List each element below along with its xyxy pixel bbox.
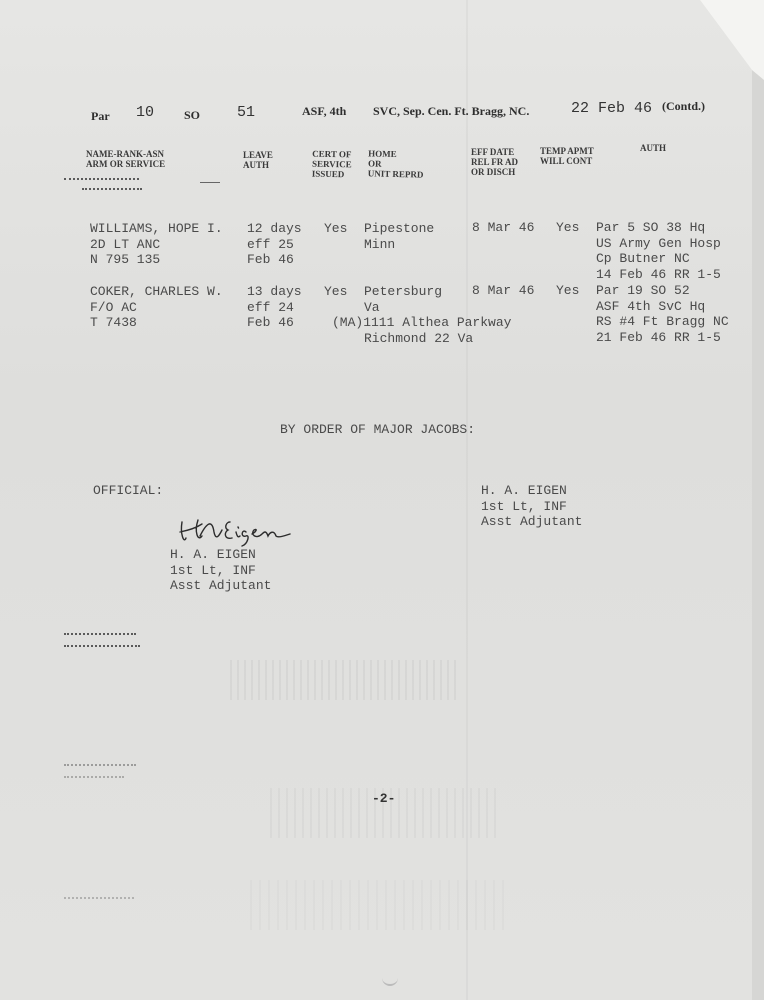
- row-1-leave: [247, 221, 302, 268]
- row-1-auth: [596, 220, 721, 282]
- col-temp-line1: TEMP APMT: [540, 146, 594, 156]
- col-cert-line2: SERVICE: [311, 158, 352, 170]
- right-signature-title: Asst Adjutant: [481, 514, 583, 529]
- row-2-home-line4: Richmond 22 Va: [364, 330, 474, 346]
- header-dash: [200, 182, 220, 183]
- row-2-auth-line1: Par 19 SO 52: [596, 283, 690, 298]
- row-2-home-line1: Petersburg: [364, 284, 443, 299]
- col-eff-line2: REL FR AD: [471, 157, 519, 167]
- row-2-eff-date: 8 Mar 46: [472, 283, 535, 298]
- command-name: ASF, 4th: [302, 104, 347, 118]
- so-number: 51: [237, 104, 256, 121]
- col-home-line3: UNIT REPRD: [367, 168, 424, 180]
- row-2-name: [90, 284, 223, 331]
- col-cert-header: [312, 149, 352, 180]
- so-label: SO: [184, 108, 201, 122]
- row-2-leave-line1: 13 days: [247, 284, 302, 299]
- row-1-cert: Yes: [324, 221, 348, 236]
- right-signature-rank: 1st Lt, INF: [481, 498, 567, 514]
- col-leave-line2: AUTH: [243, 160, 270, 170]
- row-1-home-line1: Pipestone: [364, 221, 435, 236]
- row-2-temp: Yes: [556, 283, 580, 298]
- left-signature-name: H. A. EIGEN: [170, 547, 256, 562]
- col-eff-line3: OR DISCH: [471, 167, 516, 177]
- row-2-leave-line3: Feb 46: [247, 315, 294, 330]
- row-2-auth-line2: ASF 4th SvC Hq: [596, 298, 706, 314]
- col-temp-header: [540, 146, 594, 166]
- row-1-auth-line4: 14 Feb 46 RR 1-5: [596, 266, 721, 282]
- dot-mark-3: [64, 764, 136, 768]
- col-name-header: [86, 149, 165, 169]
- row-1-eff-date: 8 Mar 46: [472, 220, 535, 235]
- row-2-cert: Yes: [324, 284, 348, 299]
- row-1-auth-line2: US Army Gen Hosp: [596, 235, 721, 251]
- col-leave-line1: LEAVE: [243, 150, 273, 160]
- col-auth-header: [640, 143, 666, 153]
- row-1-leave-line1: 12 days: [247, 221, 302, 236]
- header-dot-line: [64, 178, 139, 182]
- row-2-home-line2: Va: [364, 299, 380, 315]
- row-1-asn: N 795 135: [90, 252, 161, 267]
- right-signature-name: H. A. EIGEN: [481, 483, 567, 498]
- left-signature-rank: 1st Lt, INF: [170, 562, 256, 578]
- row-2-asn: T 7438: [90, 315, 137, 330]
- col-cert-line3: ISSUED: [311, 168, 345, 180]
- dot-mark-2: [64, 645, 140, 649]
- col-cert-line1: CERT OF: [312, 148, 352, 160]
- station-name: SVC, Sep. Cen. Ft. Bragg, NC.: [373, 104, 530, 118]
- col-leave-header: [243, 150, 273, 170]
- page-number: -2-: [372, 791, 396, 806]
- col-auth-line1: AUTH: [640, 143, 667, 153]
- row-1-temp: Yes: [556, 220, 580, 235]
- col-name-line1: NAME-RANK-ASN: [86, 149, 164, 159]
- row-1-leave-line2: eff 25: [247, 236, 294, 252]
- col-eff-line1: EFF DATE: [471, 147, 515, 157]
- row-1-name: [90, 221, 223, 268]
- right-signature-block: [481, 483, 582, 530]
- col-eff-header: [471, 147, 518, 177]
- dot-mark-4: [64, 776, 124, 780]
- row-2-name-line1: COKER, CHARLES W.: [90, 284, 223, 299]
- row-2-mailing-address: [332, 315, 511, 346]
- row-2-auth-line3: RS #4 Ft Bragg NC: [596, 314, 729, 329]
- row-1-home: [364, 221, 434, 252]
- bleed-through-mark-3: [250, 880, 510, 930]
- row-1-home-line2: Minn: [364, 236, 396, 252]
- row-2-home: [364, 284, 442, 315]
- bleed-through-mark: [230, 660, 460, 700]
- handwritten-signature: [176, 514, 306, 550]
- dot-mark-1: [64, 633, 136, 637]
- col-name-line2: ARM OR SERVICE: [86, 159, 166, 169]
- order-line: BY ORDER OF MAJOR JACOBS:: [280, 422, 476, 437]
- row-1-auth-line1: Par 5 SO 38 Hq: [596, 220, 706, 235]
- par-number: 10: [136, 104, 155, 121]
- contd-label: (Contd.): [662, 99, 706, 113]
- row-1-name-line1: WILLIAMS, HOPE I.: [90, 221, 223, 236]
- left-signature-block: [170, 547, 271, 594]
- header-dot-line-2: [82, 188, 142, 192]
- row-2-rank: F/O AC: [90, 299, 137, 315]
- order-date: 22 Feb 46: [571, 100, 653, 117]
- row-2-home-line3: (MA)1111 Althea Parkway: [332, 315, 512, 330]
- row-2-auth-line4: 21 Feb 46 RR 1-5: [596, 329, 721, 345]
- official-label: OFFICIAL:: [93, 483, 164, 498]
- fold-line: [466, 0, 468, 1000]
- left-signature-title: Asst Adjutant: [170, 578, 272, 593]
- dot-mark-5: [64, 897, 134, 901]
- col-home-line1: HOME: [368, 148, 397, 160]
- col-home-header: [368, 148, 424, 179]
- col-temp-line2: WILL CONT: [540, 156, 593, 166]
- row-2-auth: [596, 283, 729, 345]
- row-2-leave-line2: eff 24: [247, 299, 294, 315]
- row-1-rank: 2D LT ANC: [90, 236, 161, 252]
- row-2-leave: [247, 284, 302, 331]
- row-1-auth-line3: Cp Butner NC: [596, 251, 690, 266]
- row-1-leave-line3: Feb 46: [247, 252, 294, 267]
- par-label: Par: [91, 109, 110, 123]
- col-home-line2: OR: [367, 158, 382, 169]
